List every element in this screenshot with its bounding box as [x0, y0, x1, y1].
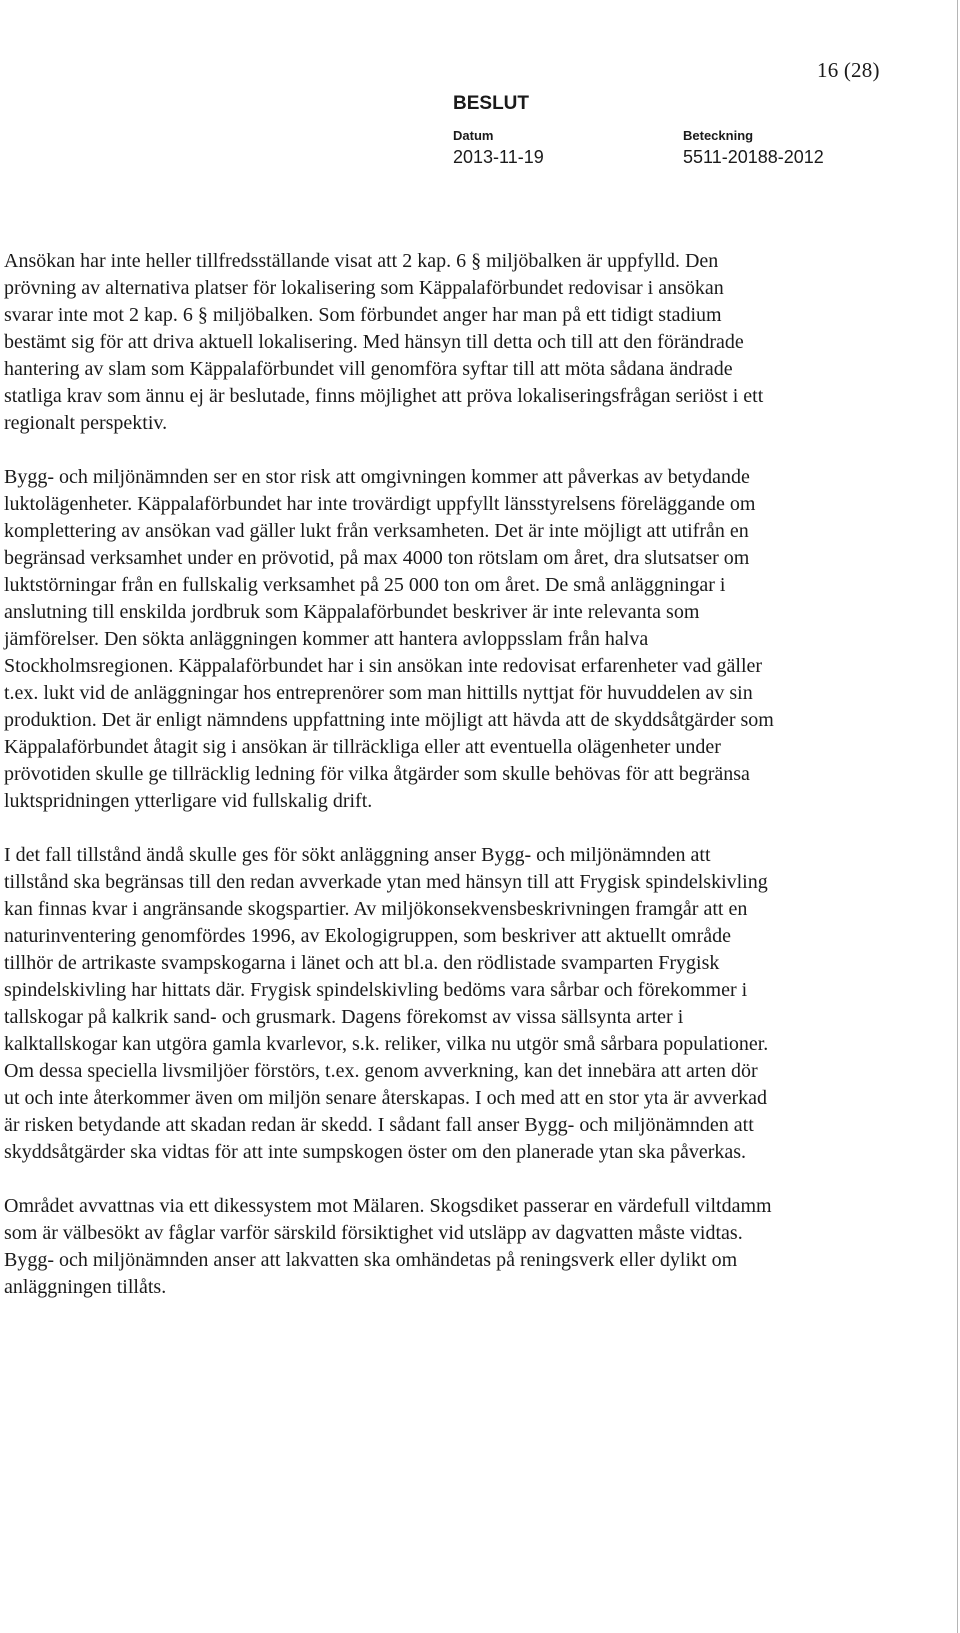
- date-label: Datum: [453, 128, 494, 143]
- decision-body: [4, 248, 774, 1328]
- page-number: 16 (28): [817, 58, 880, 82]
- reference-block: [683, 128, 824, 169]
- date-value: 2013-11-19: [453, 147, 544, 167]
- page-edge-rule: [957, 0, 958, 1633]
- paragraph-localisation: Ansökan har inte heller tillfredsställande visat att 2 kap. 6 § miljöbalken är uppfylld. Den prövning av alternativa platser för lokalisering som Käppalaförbundet redovisar i ansökan svarar inte mot 2 kap. 6 § miljöbalken. Som förbundet anger har man på ett tidigt stadium bestämt sig för att driva aktuell lokalisering. Med hänsyn till detta och till att den förändrade hantering av slam som Käppalaförbundet vill genomföra syftar till att möta sådana ändrade statliga krav som ännu ej är beslutade, finns möjlighet att pröva lokaliseringsfrågan seriöst i ett regionalt perspektiv.: [4, 250, 764, 434]
- reference-label: Beteckning: [683, 128, 754, 143]
- reference-value: 5511-20188-2012: [683, 147, 824, 167]
- date-block: [453, 128, 544, 169]
- paragraph-drainage: Området avvattnas via ett dikessystem mot Mälaren. Skogsdiket passerar en värdefull viltdamm som är välbesökt av fåglar varför särskild försiktighet vid utsläpp av dagvatten måste vidtas. Bygg- och miljönämnden anser att lakvatten ska omhändetas på reningsverk eller dylikt om anläggningen tillåts.: [4, 1195, 772, 1298]
- paragraph-species-protection: I det fall tillstånd ändå skulle ges för sökt anläggning anser Bygg- och miljönämnden att tillstånd ska begränsas till den redan avverkade ytan med hänsyn till att Frygisk spindelskivling kan finnas kvar i angränsande skogspartier. Av miljökonsekvensbeskrivningen framgår att en naturinventering genomfördes 1996, av Ekologigruppen, som beskriver att aktuellt område tillhör de artrikaste svampskogarna i länet och att bl.a. den rödlistade svamparten Frygisk spindelskivling har hittats där. Frygisk spindelskivling bedöms vara sårbar och förekommer i tallskogar på kalkrik sand- och grusmark. Dagens förekomst av vissa sällsynta arter i kalktallskogar kan utgöra gamla kvarlevor, s.k. reliker, vilka nu utgör små sårbara populationer. Om dessa speciella livsmiljöer förstörs, t.ex. genom avverkning, kan det innebära att arten dör ut och inte återkommer även om miljön senare återskapas. I och med att en stor yta är avverkad är risken betydande att skadan redan är skedd. I sådant fall anser Bygg- och miljönämnden att skyddsåtgärder ska vidtas för att inte sumpskogen öster om den planerade ytan ska påverkas.: [4, 844, 769, 1163]
- paragraph-odour-risk: Bygg- och miljönämnden ser en stor risk att omgivningen kommer att påverkas av betydande luktolägenheter. Käppalaförbundet har inte trovärdigt uppfyllt länsstyrelsens föreläggande om komplettering av ansökan vad gäller lukt från verksamheten. Det är inte möjligt att utifrån en begränsad verksamhet under en prövotid, på max 4000 ton rötslam om året, dra slutsatser om luktstörningar från en fullskalig verksamhet på 25 000 ton om året. De små anläggningar i anslutning till enskilda jordbruk som Käppalaförbundet beskriver är inte relevanta som jämförelser. Den sökta anläggningen kommer att hantera avloppsslam från halva Stockholmsregionen. Käppalaförbundet har i sin ansökan inte redovisat erfarenheter vad gäller t.ex. lukt vid de anläggningar hos entreprenörer som man hittills nyttjat för huvuddelen av sin produktion. Det är enligt nämndens uppfattning inte möjligt att hävda att de skyddsåtgärder som Käppalaförbundet åtagit sig i ansökan är tillräckliga eller att eventuella olägenheter under prövotiden skulle ge tillräcklig ledning för vilka åtgärder som skulle behövas för att begränsa luktspridningen ytterligare vid fullskalig drift.: [4, 466, 774, 812]
- document-title: BESLUT: [453, 93, 529, 114]
